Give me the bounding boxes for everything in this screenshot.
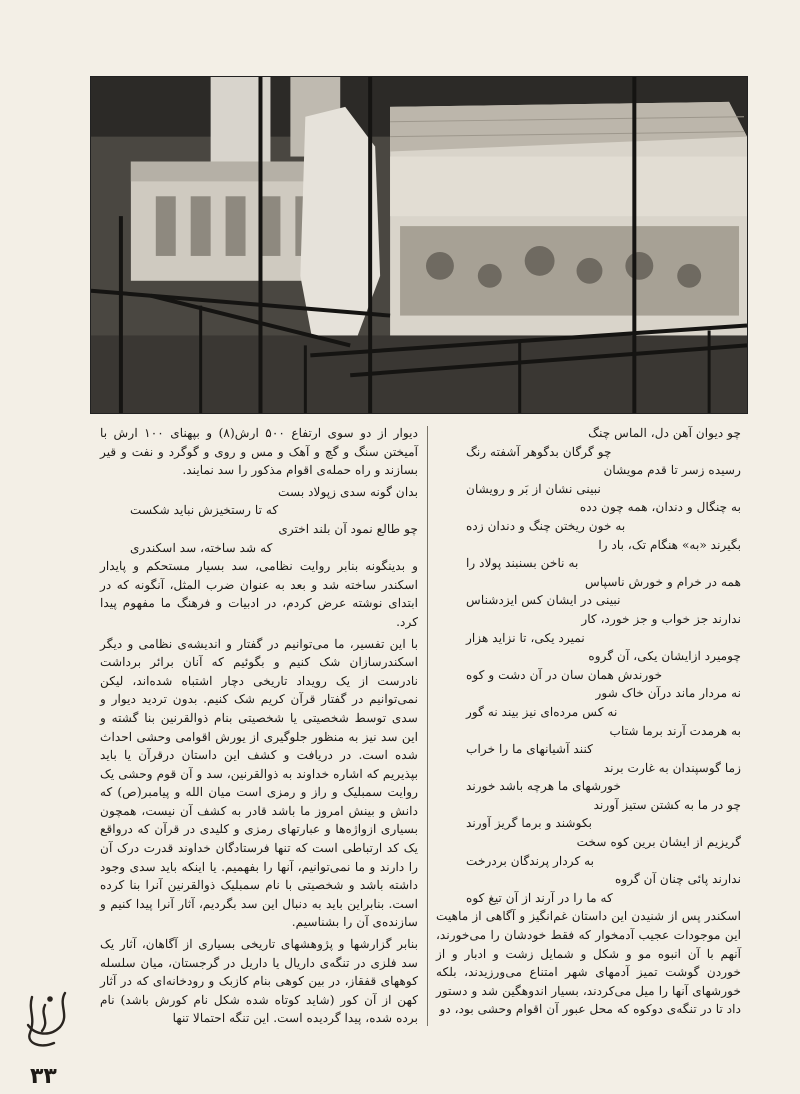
verse-line: خورندش همان سان در آن دشت و کوه — [466, 667, 663, 682]
paragraph-reports: بنابر گزارشها و پژوهشهای تاریخی بسیاری از آگاهان، آثار یک سد فلزی در تنگه‌ی داریال یا داریل در گرجستان، میان سلسله کوههای قفقاز، در بین کوهی بنام کازبک و رودخانه‌ای که در آثار کهن از آن کور (شاید کوتاه شده شکل نام کورش باشد) نام برده شده، پیدا گردیده است. این تنگه احتمالا تنها — [100, 937, 418, 1026]
verse-line: به هرمدت آرند برما شتاب — [609, 723, 741, 738]
calligraphy-logo-icon — [10, 985, 80, 1055]
verse-line: همه در خرام و خورش ناسپاس — [585, 574, 741, 589]
verse-line: نبینی نشان از بَر و رویشان — [466, 481, 601, 496]
verse-line: چو طالع نمود آن بلند اختری — [278, 521, 418, 536]
verse-line: به خون ریختن چنگ و دندان زده — [466, 518, 626, 533]
verse-line: ندارند پائی چنان آن گروه — [614, 872, 741, 887]
verse-line: که تا رستخیزش نباید شکست — [130, 503, 279, 518]
verse-line: چو در ما به کشتن ستیز آورند — [593, 797, 741, 812]
paragraph-wall: دیوار از دو سوی ارتفاع ۵۰۰ ارش(۸) و بپهنای ۱۰۰ ارش با آمیختن سنگ و گچ و آهک و مس و روی و گوگرد و نفت و قیر بسازند و راه حمله‌ی اقوام مذکور را سد نمایند. — [100, 426, 418, 478]
verse-line: ندارند جز خواب و جز خورد، کار — [581, 611, 741, 626]
verse-block-creatures — [436, 424, 741, 907]
verse-line: نمیرد یکی، تا نزاید هزار — [466, 630, 585, 645]
verse-line: به چنگال و دندان، همه چون دده — [579, 500, 741, 515]
verse-line: خورشهای ما هرچه باشد خورند — [466, 779, 621, 794]
verse-line: که شد ساخته، سد اسکندری — [130, 540, 273, 555]
verse-line: رسیده زسر تا قدم مویشان — [603, 463, 741, 478]
verse-line: چو گرگان بدگوهر آشفته رنگ — [466, 444, 612, 459]
left-column — [100, 424, 418, 1031]
right-column — [436, 424, 741, 1022]
photo-illustration — [91, 77, 747, 413]
verse-line: نه مردار ماند درآن خاک شور — [595, 686, 741, 701]
page-number: ۳۳ — [30, 1064, 57, 1089]
column-divider — [427, 426, 428, 1026]
verse-line: نه کس مرده‌ای نیز بیند نه گور — [466, 704, 618, 719]
verse-line: به کردار پرندگان بردرخت — [466, 853, 595, 868]
paragraph-alexander: اسکندر پس از شنیدن این داستان غم‌انگیز و آگاهی از ماهیت این موجودات عجیب آدمخوار که فقط خودشان را می‌خورند، آنهم با آن انبوه مو و شکل و شمایل زشت و ادبار و از خوردن گوشت تمیز آدمهای شهر امتناع می‌ورزیدند، بلکه خورشهای آنها را میل می‌کردند، بسیار اندوهگین شد و دستور داد تا در تنگه‌ی دوکوه که محل عبور آن اقوام وحشی بود، دو — [436, 909, 741, 1017]
museum-sarcophagus-photo — [90, 76, 748, 414]
paragraph-nezami: و بدینگونه بنابر روایت نظامی، سد بسیار مستحکم و پایدار اسکندر ساخته شد و بعد به عنوان ضرب المثل، آنگونه که در ابتدای نوشته عرض کردم، در ادبیات و فرهنگ ما مفهوم پیدا کرد. — [100, 559, 418, 629]
verse-line: چو دیوان آهن دل، الماس چنگ — [588, 426, 741, 440]
verse-line: بدان گونه سدی زپولاد بست — [278, 484, 418, 499]
paragraph-interpretation: با این تفسیر، ما می‌توانیم در گفتار و اندیشه‌ی نظامی و دیگر اسکندرسازان شک کنیم و بگوئیم که آنان برائر برداشت نادرست از یک رویداد تاریخی دچار اشتباه شده‌اند، لیکن نمی‌توانیم در گفتار قرآن کریم شک کنیم. بدون تردید دیوار و سدی توسط شخصیتی یا شخصیتی بنام ذوالقرنین بنا گشته و این سد نیز به منظور جلوگیری از یورش اقوامی وحشی احداث شده است. در دریافت و کشف این داستان درقرآن یا باید بپذیریم که اشاره خداوند به ذوالقرنین، سد و آن قوم وحشی یک روایت سمبلیک و راز و رمزی است میان الله و پیامبر(ص) که دانش و بینش امروز ما باشد قادر به کشف آن نیست، همچون بسیاری ازواژه‌ها و عبارتهای رمزی و کلیدی در قرآن که درواقع یک کد ارتباطی است که تنها فرستادگان خداوند قدرت درک آن را دارند و ما نمی‌توانیم، آنها را بفهمیم. یا اینکه باید سدی وجود داشته باشد و شخصیتی با نام سمبلیک ذوالقرنین آنرا بنا کرده است. بنابراین باید به دنبال این سد بگردیم، آثار آنرا پیدا کنیم و سازنده‌ی آن را بشناسیم. — [100, 636, 418, 930]
verse-line: چومیرد ازایشان یکی، آن گروه — [588, 649, 741, 664]
verse-line: به ناخن بسنبند پولاد را — [466, 556, 579, 571]
verse-line: که ما را در آرند از آن تیغ کوه — [466, 890, 613, 905]
verse-block-dam — [100, 483, 418, 557]
verse-line: نبینی در ایشان کس ایزدشناس — [466, 593, 621, 608]
verse-line: بکوشند و برما گریز آورند — [466, 816, 593, 831]
verse-line: کنند آشیانهای ما را خراب — [466, 742, 593, 757]
verse-line: بگیرند «به» هنگام تک، باد را — [598, 537, 741, 552]
verse-line: زما گوسپندان به غارت برند — [603, 760, 741, 775]
verse-line: گریزیم از ایشان برین کوه سخت — [576, 835, 741, 850]
